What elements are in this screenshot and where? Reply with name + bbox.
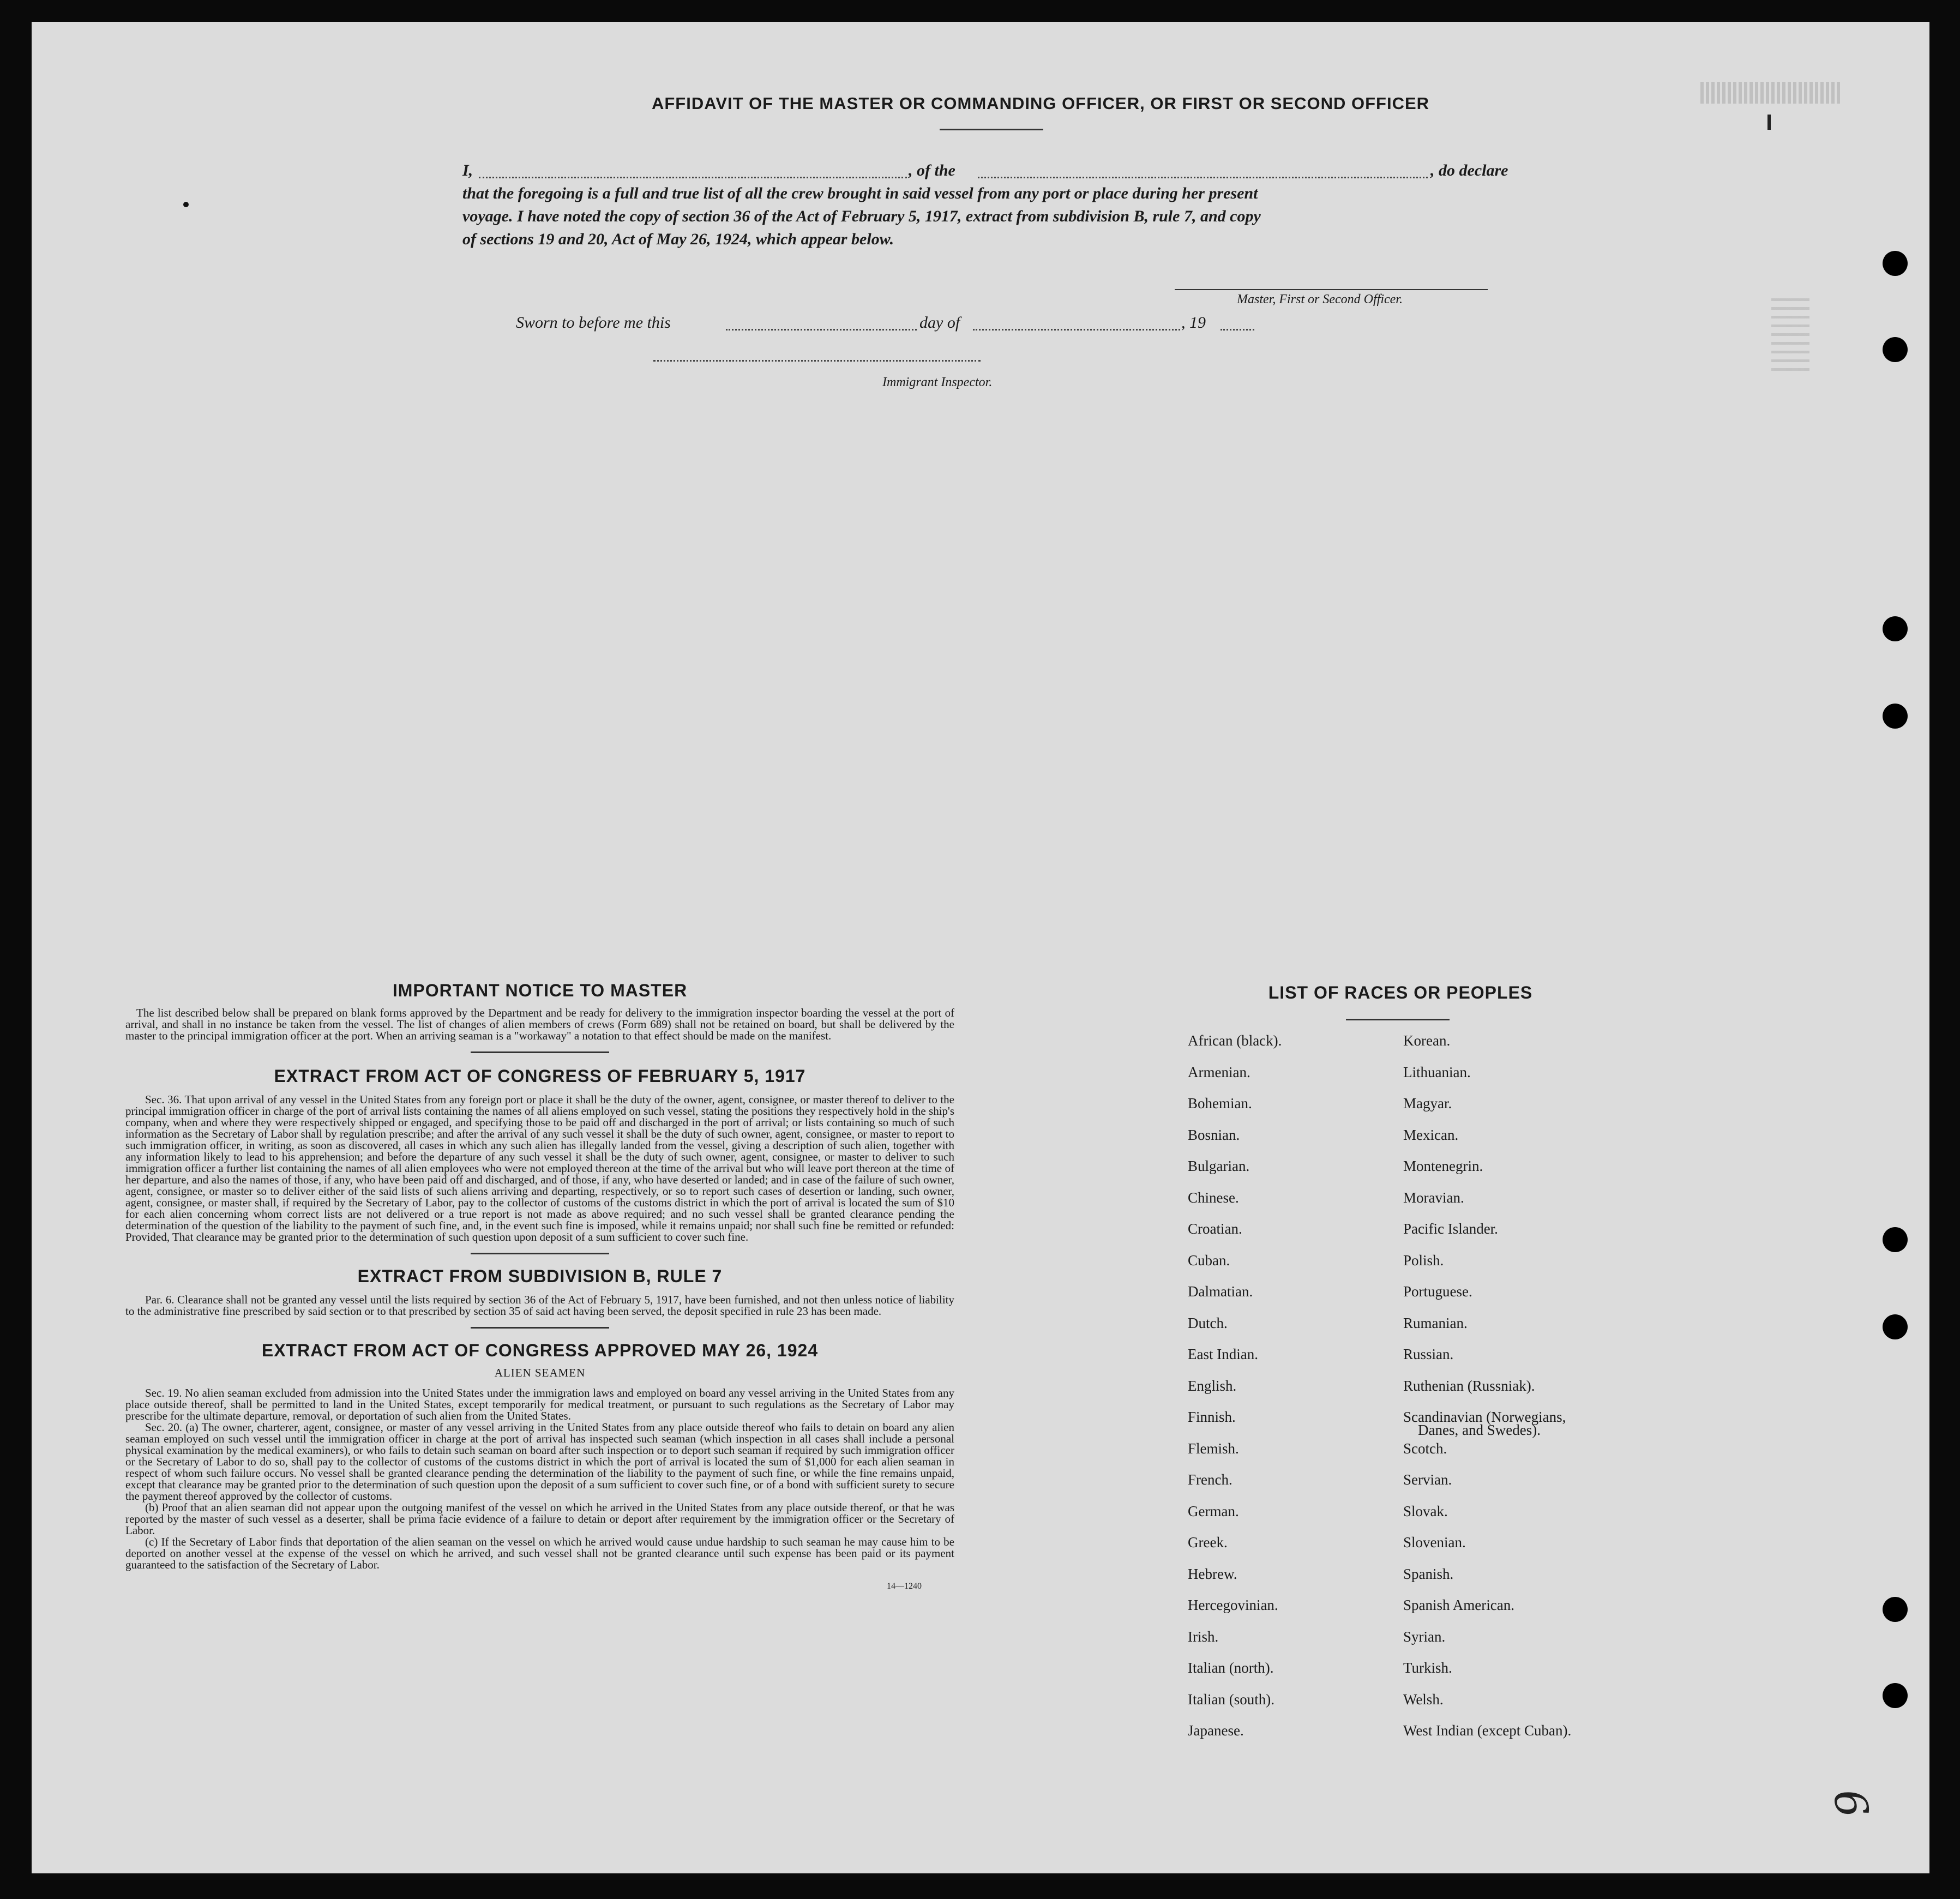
rule-7-heading: EXTRACT FROM SUBDIVISION B, RULE 7 xyxy=(357,1266,723,1286)
sworn-label: Sworn to before me this xyxy=(516,314,671,332)
form-number: 14—1240 xyxy=(887,1582,922,1591)
day-of-label: day of xyxy=(919,314,960,332)
inspector-signature-line[interactable] xyxy=(653,360,981,362)
race-item: Italian (south). xyxy=(1188,1691,1274,1708)
divider xyxy=(471,1051,609,1053)
race-item: Cuban. xyxy=(1188,1252,1230,1269)
sworn-line xyxy=(516,314,1334,335)
race-item: Slovak. xyxy=(1403,1503,1448,1519)
race-item: Japanese. xyxy=(1188,1722,1244,1739)
race-item: African (black). xyxy=(1188,1032,1282,1049)
race-item: Flemish. xyxy=(1188,1440,1239,1457)
race-item: Bulgarian. xyxy=(1188,1158,1250,1174)
race-item: Armenian. xyxy=(1188,1063,1250,1080)
divider xyxy=(471,1327,609,1329)
stray-mark xyxy=(1767,115,1771,130)
race-item: Russian. xyxy=(1403,1346,1454,1362)
vessel-name-field[interactable] xyxy=(978,177,1428,178)
divider xyxy=(471,1253,609,1254)
race-item: West Indian (except Cuban). xyxy=(1403,1722,1572,1739)
alien-seamen-subheading: ALIEN SEAMEN xyxy=(494,1366,586,1379)
race-item: Finnish. xyxy=(1188,1409,1236,1425)
race-item: Ruthenian (Russniak). xyxy=(1403,1377,1535,1394)
section-20a-text: Sec. 20. (a) The owner, charterer, agent, consignee, or master of any vessel arriving in the United States from any place outside thereof who fails to detain on board any alien seaman employed on such vessel until the immigration officer in charge at the port of arrival has inspected such seaman (which inspection in all cases shall include a personal physical examination by the medical examiners), or who fails to detain such seaman on board after such inspection or to deport such seaman if required by such immigration officer or the Secretary of Labor to do so, shall pay to the collector of customs of the customs district in which the port of arrival is located the sum of $1,000 for each alien seaman in respect of whom such failure occurs. No vessel shall be granted clearance pending the determination of the liability to the payment of such fine, or while the fine remains unpaid, except that clearance may be granted prior to the determination of such question upon the deposit of a sum sufficient to cover such fine, or of a bond with sufficient surety to secure the payment thereof approved by the collector of customs. xyxy=(125,1421,954,1503)
affidavit-i-label: I, xyxy=(462,161,473,179)
race-item: Turkish. xyxy=(1403,1660,1452,1676)
section-20b-text: (b) Proof that an alien seaman did not appear upon the outgoing manifest of the vessel on which he arrived in the United States from any place outside thereof, or that he was reported by the master of such vessel as a deserter, shall be prima facie evidence of a failure to detain or deport after requirement by the immigration officer or the Secretary of Labor. xyxy=(125,1501,954,1537)
punch-hole xyxy=(1883,337,1908,362)
race-item: Chinese. xyxy=(1188,1189,1239,1206)
punch-hole xyxy=(1883,616,1908,641)
section-20c-text: (c) If the Secretary of Labor finds that deportation of the alien seaman on the vessel on which he arrived would cause undue hardship to such seaman he may cause him to be deported on another vessel at the expense of the vessel on which he arrived, and such vessel shall not be granted clearance until such expense has been paid or its payment guaranteed to the satisfaction of the Secretary of Labor. xyxy=(125,1535,954,1571)
race-item: Syrian. xyxy=(1403,1628,1446,1645)
affidavit-line-3: voyage. I have noted the copy of section 36 of the Act of February 5, 1917, extract from subdivision B, rule 7, and copy xyxy=(462,207,1261,225)
race-item: Polish. xyxy=(1403,1252,1444,1269)
race-item: Korean. xyxy=(1403,1032,1451,1049)
race-item: Croatian. xyxy=(1188,1221,1242,1237)
sworn-day-field[interactable] xyxy=(726,329,917,330)
punch-hole xyxy=(1883,1314,1908,1339)
year-label: , 19 xyxy=(1181,314,1206,332)
race-item: Montenegrin. xyxy=(1403,1158,1483,1174)
race-item: Hebrew. xyxy=(1188,1565,1237,1582)
race-item: Dalmatian. xyxy=(1188,1283,1253,1300)
master-signature-label: Master, First or Second Officer. xyxy=(1237,292,1403,307)
race-item: Bohemian. xyxy=(1188,1095,1252,1111)
race-item: Scandinavian (Norwegians, Danes, and Swedes). xyxy=(1403,1409,1566,1438)
punch-hole xyxy=(1883,1597,1908,1622)
sworn-month-field[interactable] xyxy=(973,329,1180,330)
race-item: English. xyxy=(1188,1377,1237,1394)
race-item: Lithuanian. xyxy=(1403,1063,1471,1080)
race-item: Servian. xyxy=(1403,1471,1452,1488)
document-page xyxy=(32,22,1929,1873)
master-name-field[interactable] xyxy=(479,177,907,178)
race-item: Bosnian. xyxy=(1188,1126,1240,1143)
race-item: Mexican. xyxy=(1403,1126,1459,1143)
bleed-through-mark xyxy=(1700,82,1842,104)
race-item: Hercegovinian. xyxy=(1188,1597,1278,1613)
extract-1924-heading: EXTRACT FROM ACT OF CONGRESS APPROVED MAY 26, 1924 xyxy=(261,1341,819,1360)
notice-heading: IMPORTANT NOTICE TO MASTER xyxy=(392,981,688,1000)
bleed-through-mark xyxy=(1771,295,1809,371)
do-declare-label: , do declare xyxy=(1430,161,1508,179)
races-heading: LIST OF RACES OR PEOPLES xyxy=(1268,983,1533,1002)
signature-line[interactable] xyxy=(1175,289,1488,290)
race-item: Portuguese. xyxy=(1403,1283,1472,1300)
punch-hole xyxy=(1883,251,1908,276)
race-item: German. xyxy=(1188,1503,1239,1519)
punch-hole xyxy=(1883,704,1908,729)
race-item: Welsh. xyxy=(1403,1691,1444,1708)
punch-hole xyxy=(1883,1683,1908,1708)
of-the-label: , of the xyxy=(909,161,955,179)
race-item: Spanish. xyxy=(1403,1565,1454,1582)
race-item: Rumanian. xyxy=(1403,1314,1468,1331)
notice-column xyxy=(125,976,954,1591)
affidavit-line-4: of sections 19 and 20, Act of May 26, 1924, which appear below. xyxy=(462,230,894,248)
race-item: Scotch. xyxy=(1403,1440,1447,1457)
race-item: Irish. xyxy=(1188,1628,1219,1645)
race-item: Greek. xyxy=(1188,1534,1228,1551)
divider xyxy=(1346,1019,1450,1020)
notice-text: The list described below shall be prepared on blank forms approved by the Department and be ready for delivery to the immigration inspector boarding the vessel at the port of arrival, and shall in no instance be taken from the vessel. The list of changes of alien members of crews (Form 689) shall not be retained on board, but shall be delivered by the master to the principal immigration officer at the port. When an arriving seaman is a "workaway" a notation to that effect should be made on the manifest. xyxy=(125,1006,954,1042)
divider xyxy=(940,129,1043,130)
race-item: Spanish American. xyxy=(1403,1597,1514,1613)
race-item: Italian (north). xyxy=(1188,1660,1274,1676)
inspector-label: Immigrant Inspector. xyxy=(882,375,993,389)
affidavit-heading: AFFIDAVIT OF THE MASTER OR COMMANDING OFFICER, OR FIRST OR SECOND OFFICER xyxy=(651,94,1430,113)
affidavit-line-1 xyxy=(462,161,1564,183)
race-item: Dutch. xyxy=(1188,1314,1228,1331)
stray-mark xyxy=(183,202,189,207)
sworn-year-field[interactable] xyxy=(1221,329,1254,330)
section-19-text: Sec. 19. No alien seaman excluded from admission into the United States under the immigration laws and employed on board any vessel arriving in the United States from any place outside thereof, shall be permitted to land in the United States, except temporarily for medical treatment, or pursuant to such regulations as the Secretary of Labor may prescribe for the ultimate departure, removal, or deportation of such alien from the United States. xyxy=(125,1386,954,1422)
race-item: East Indian. xyxy=(1188,1346,1258,1362)
race-item: French. xyxy=(1188,1471,1232,1488)
race-item: Moravian. xyxy=(1403,1189,1464,1206)
extract-1917-text: Sec. 36. That upon arrival of any vessel in the United States from any foreign port or place it shall be the duty of the owner, agent, consignee, or master thereof to deliver to the principal immigration officer in charge of the port of arrival lists containing the names of all aliens employed on such vessel, stating the positions they respectively hold in the ship's company, when and where they were respectively shipped or engaged, and specifying those to be paid off and discharged in the port of arrival; or lists containing so much of such information as the Secretary of Labor shall by regulation prescribe; and after the arrival of any such vessel it shall be the duty of such owner, agent, consignee, or master to report to such immigration officer, in writing, as soon as discovered, all cases in which any such alien has illegally landed from the vessel, giving a description of such alien, together with any information likely to lead to his apprehension; and before the departure of any such vessel it shall be the duty of such owner, agent, consignee, or master to deliver to such immigration officer a further list containing the names of all alien employees who were not employed thereon at the time of the arrival but who will leave port thereon at the time of her departure, and also the names of those, if any, who have been paid off and discharged, and of those, if any, who have deserted or landed; and in case of the failure of such owner, agent, consignee, or master so to deliver either of the said lists of such aliens arriving and departing, respectively, or so to report such cases of desertion or landing, such owner, agent, consignee, or master shall, if required by the Secretary of Labor, pay to the collector of customs of the customs district in which the port of arrival is located the sum of $10 for each alien concerning whom correct lists are not delivered or a true report is not made as above required; and no such vessel shall be granted clearance pending the determination of the question of the liability to the payment of such fine, and, in the event such fine is imposed, while it remains unpaid; nor shall such fine be remitted or refunded: Provided, That clearance may be granted prior to the determination of such question upon deposit of a sum sufficient to cover such fine. xyxy=(125,1093,954,1243)
affidavit-line-2: that the foregoing is a full and true list of all the crew brought in said vessel from any port or place during her present xyxy=(462,184,1258,202)
handwritten-mark: 6 xyxy=(1823,1785,1878,1822)
race-item: Slovenian. xyxy=(1403,1534,1466,1551)
punch-hole xyxy=(1883,1227,1908,1252)
race-item: Pacific Islander. xyxy=(1403,1221,1498,1237)
extract-1917-heading: EXTRACT FROM ACT OF CONGRESS OF FEBRUARY 5, 1917 xyxy=(274,1066,806,1086)
race-item: Magyar. xyxy=(1403,1095,1452,1111)
rule-7-text: Par. 6. Clearance shall not be granted any vessel until the lists required by section 36 of the Act of February 5, 1917, have been furnished, and not then unless notice of liability to the administrative fine prescribed by said section or to that prescribed by section 35 of said act having been served, the deposit specified in rule 23 has been made. xyxy=(125,1293,954,1318)
